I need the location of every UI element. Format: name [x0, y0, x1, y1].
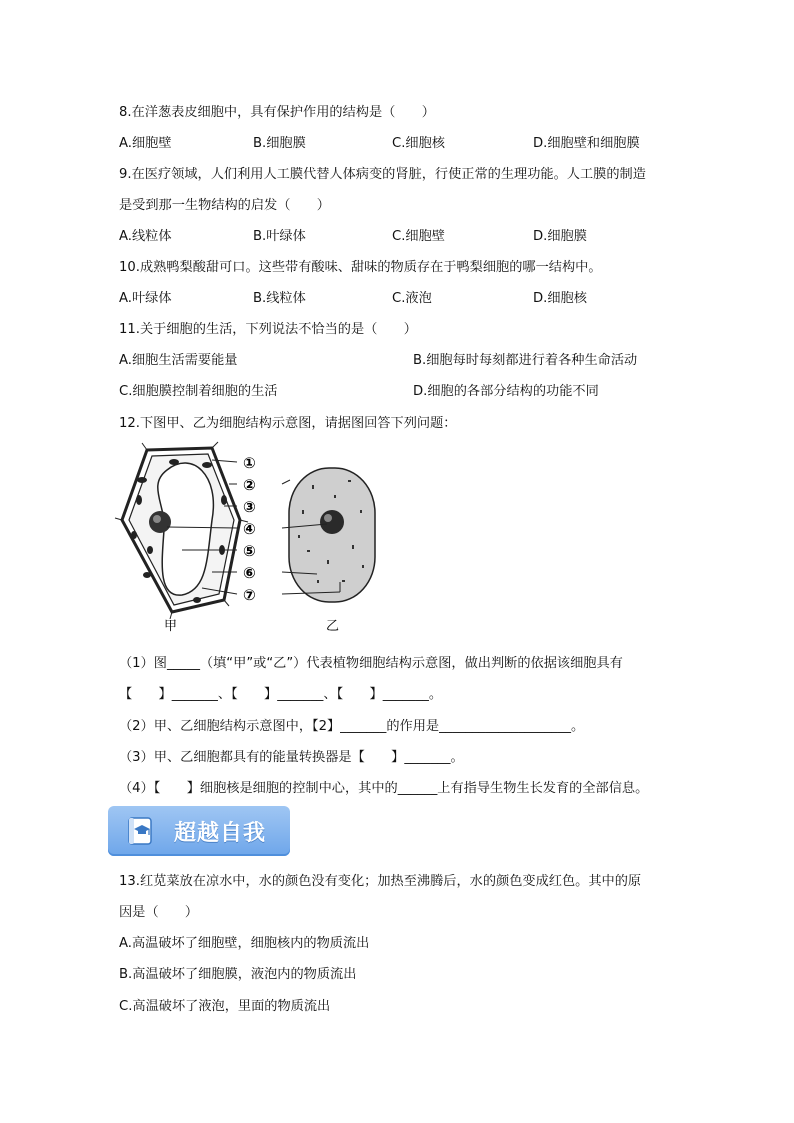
- q11-stem: 11.关于细胞的生活，下列说法不恰当的是（ ）: [119, 322, 417, 337]
- label-4: ④: [243, 520, 256, 538]
- q13-stem-line2: 因是（ ）: [119, 905, 199, 920]
- label-1: ①: [243, 454, 256, 472]
- q8-option-c: C.细胞核: [392, 136, 445, 151]
- q12-sub3: （3）甲、乙细胞都具有的能量转换器是【 】_______。: [119, 750, 464, 765]
- q10-option-d: D.细胞核: [533, 291, 587, 306]
- q9-option-a: A.线粒体: [119, 229, 172, 244]
- label-6: ⑥: [243, 564, 256, 582]
- cell-structure-diagram: [112, 440, 412, 640]
- label-2: ②: [243, 476, 256, 494]
- q10-option-c: C.液泡: [392, 291, 432, 306]
- q9-stem-line2: 是受到那一生物结构的启发（ ）: [119, 198, 330, 213]
- label-3: ③: [243, 498, 256, 516]
- animal-cell: [289, 468, 375, 602]
- q8-option-a: A.细胞壁: [119, 136, 172, 151]
- cell-b-label: 乙: [326, 619, 340, 634]
- q13-option-a: A.高温破坏了细胞壁，细胞核内的物质流出: [119, 936, 370, 951]
- q13-option-c: C.高温破坏了液泡，里面的物质流出: [119, 999, 331, 1014]
- label-7: ⑦: [243, 586, 256, 604]
- graduation-cap-book-icon: [126, 816, 154, 846]
- section-title: 超越自我: [174, 821, 267, 846]
- q9-stem-line1: 9.在医疗领域，人们利用人工膜代替人体病变的肾脏，行使正常的生理功能。人工膜的制造: [119, 167, 646, 182]
- q11-option-a: A.细胞生活需要能量: [119, 353, 238, 368]
- q11-option-c: C.细胞膜控制着细胞的生活: [119, 384, 278, 399]
- section-banner: [108, 806, 290, 856]
- q13-stem-line1: 13.红苋菜放在凉水中，水的颜色没有变化；加热至沸腾后，水的颜色变成红色。其中的原: [119, 874, 642, 889]
- q8-option-d: D.细胞壁和细胞膜: [533, 136, 640, 151]
- q12-sub1-line1: （1）图_____（填“甲”或“乙”）代表植物细胞结构示意图，做出判断的依据该细胞具有: [119, 656, 623, 671]
- q9-option-d: D.细胞膜: [533, 229, 587, 244]
- q10-option-b: B.线粒体: [253, 291, 306, 306]
- q11-option-d: D.细胞的各部分结构的功能不同: [413, 384, 599, 399]
- q10-option-a: A.叶绿体: [119, 291, 172, 306]
- q12-sub1-line2: 【 】_______、【 】_______、【 】_______。: [119, 687, 443, 702]
- q12-stem: 12.下图甲、乙为细胞结构示意图，请据图回答下列问题：: [119, 416, 457, 431]
- label-5: ⑤: [243, 542, 256, 560]
- q12-sub2: （2）甲、乙细胞结构示意图中，【2】_______的作用是____________________。: [119, 719, 585, 734]
- q13-option-b: B.高温破坏了细胞膜，液泡内的物质流出: [119, 967, 357, 982]
- q12-sub4: （4）【 】细胞核是细胞的控制中心，其中的______上有指导生物生长发育的全部信息。: [119, 781, 649, 796]
- q11-option-b: B.细胞每时每刻都进行着各种生命活动: [413, 353, 638, 368]
- q8-stem: 8.在洋葱表皮细胞中，具有保护作用的结构是（ ）: [119, 105, 435, 120]
- q8-option-b: B.细胞膜: [253, 136, 306, 151]
- q9-option-c: C.细胞壁: [392, 229, 445, 244]
- q10-stem: 10.成熟鸭梨酸甜可口。这些带有酸味、甜味的物质存在于鸭梨细胞的哪一结构中。: [119, 260, 602, 275]
- cell-a-label: 甲: [164, 619, 178, 634]
- q9-option-b: B.叶绿体: [253, 229, 306, 244]
